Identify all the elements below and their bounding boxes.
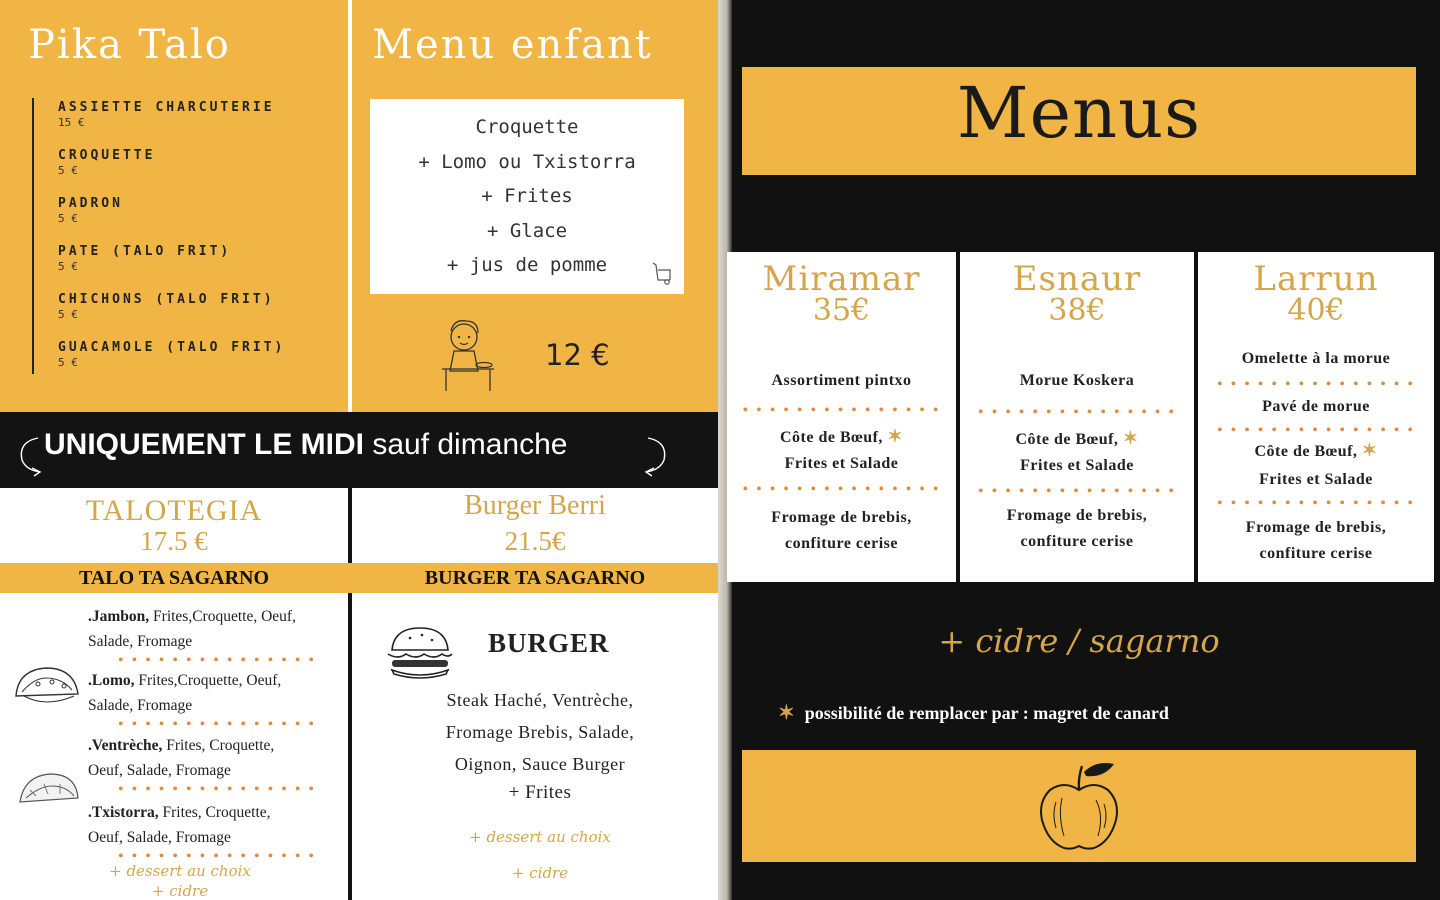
kids-item: + Frites [481, 185, 573, 207]
star-icon: ✶ [887, 426, 904, 446]
burger-cidre: + cidre [511, 864, 569, 882]
tapas-list [32, 98, 332, 374]
tapa-name: PATE (TALO FRIT) [58, 244, 232, 259]
card-price: 35€ [812, 293, 871, 328]
card-main-2: Frites et Salade [1259, 471, 1373, 488]
kids-price: 12 € [545, 338, 610, 372]
dots-divider: • • • • • • • • • • • • • • • [977, 404, 1177, 421]
arrow-curl-icon [8, 434, 44, 478]
taco-icon [16, 766, 82, 812]
dots-divider: • • • • • • • • • • • • • • • [742, 481, 941, 498]
tapa-price: 15 € [58, 116, 85, 129]
card-main-text: Côte de Bœuf, [1015, 431, 1119, 448]
tapa-price: 5 € [58, 164, 78, 177]
tapa-name: CROQUETTE [58, 148, 156, 163]
midi-text [44, 428, 567, 462]
kids-item: + Lomo ou Txistorra [418, 150, 636, 173]
talotegia-option [88, 668, 348, 732]
burger-desc-line: Oignon, Sauce Burger [454, 754, 626, 774]
burger-dessert: + dessert au choix [469, 828, 611, 846]
pika-talo-title: Pika Talo [28, 22, 231, 68]
option-name: .Jambon, [88, 608, 150, 625]
tapa-item [58, 98, 332, 146]
card-name: Esnaur [1012, 259, 1142, 299]
card-starter: Morue Koskera [1019, 372, 1135, 389]
card-main-text: Côte de Bœuf, [1254, 443, 1358, 460]
tapa-item [58, 242, 332, 290]
cidre-sagarno-text: + cidre / sagarno [938, 622, 1220, 660]
talotegia-option [88, 604, 348, 668]
card-dessert-2: confiture cerise [1259, 545, 1373, 562]
card-main-text: Côte de Bœuf, [779, 429, 883, 446]
dots-divider: • • • • • • • • • • • • • • • [977, 483, 1177, 500]
card-name: Miramar [762, 259, 921, 299]
option-detail-2: Oeuf, Salade, Fromage [88, 762, 231, 779]
dots-divider: • • • • • • • • • • • • • • • [118, 716, 317, 733]
card-main-1 [960, 428, 1194, 449]
option-detail: Frites, Croquette, [162, 737, 275, 754]
option-detail-2: Salade, Fromage [88, 697, 193, 714]
dots-divider: • • • • • • • • • • • • • • • [1216, 376, 1416, 393]
dots-divider: • • • • • • • • • • • • • • • [118, 848, 317, 865]
card-dessert-2: confiture cerise [785, 535, 898, 552]
dots-divider: • • • • • • • • • • • • • • • [1216, 495, 1416, 512]
kids-item: + jus de pomme [446, 254, 608, 276]
tapa-item [58, 338, 332, 386]
talotegia-price: 17.5 € [140, 526, 208, 556]
taco-icon [12, 656, 82, 712]
midi-rest: sauf dimanche [364, 428, 568, 461]
cart-icon [650, 260, 674, 286]
menu-enfant-title: Menu enfant [372, 22, 653, 68]
dots-divider: • • • • • • • • • • • • • • • [742, 402, 941, 419]
talotegia-cidre: + cidre [151, 882, 209, 900]
arrow-curl-icon [642, 434, 678, 478]
talo-ta-sagarno-label: TALO TA SAGARNO [78, 567, 270, 589]
menus-title: Menus [956, 72, 1202, 154]
talotegia-title: TALOTEGIA [85, 494, 263, 527]
option-detail: Frites,Croquette, Oeuf, [149, 608, 296, 625]
card-price: 40€ [1287, 293, 1345, 328]
card-starter-2: Pavé de morue [1262, 398, 1370, 415]
tapa-name: ASSIETTE CHARCUTERIE [58, 100, 275, 115]
option-name: .Txistorra, [88, 804, 159, 821]
dots-divider: • • • • • • • • • • • • • • • [118, 781, 317, 798]
card-dessert-2: confiture cerise [1020, 533, 1134, 550]
card-main-2: Frites et Salade [784, 455, 899, 472]
option-detail: Frites, Croquette, [158, 804, 271, 821]
tapa-price: 5 € [58, 308, 78, 321]
tapa-name: PADRON [58, 196, 123, 211]
menu-card-esnaur [960, 252, 1194, 582]
burger-icon [384, 622, 456, 682]
card-price: 38€ [1048, 293, 1106, 328]
burger-heading: BURGER [488, 628, 610, 658]
dots-divider: • • • • • • • • • • • • • • • [1216, 422, 1416, 439]
tapa-price: 5 € [58, 212, 78, 225]
talotegia-option [88, 800, 348, 864]
burger-berri-price: 21.5€ [504, 526, 566, 556]
card-dessert-1: Fromage de brebis, [1245, 519, 1387, 536]
burger-desc-line: Steak Haché, Ventrèche, [446, 690, 634, 710]
card-dessert-1: Fromage de brebis, [771, 509, 912, 526]
tapa-name: GUACAMOLE (TALO FRIT) [58, 340, 286, 355]
tapa-price: 5 € [58, 260, 78, 273]
midi-bold: UNIQUEMENT LE MIDI [44, 428, 364, 461]
tapa-item [58, 290, 332, 338]
menu-card-larrun [1198, 252, 1434, 582]
dots-divider: • • • • • • • • • • • • • • • [118, 652, 317, 669]
option-detail-2: Salade, Fromage [88, 633, 193, 650]
kids-item: Croquette [475, 116, 579, 138]
burger-desc-line: Fromage Brebis, Salade, [445, 722, 635, 742]
card-main-1 [1198, 440, 1434, 461]
star-icon: ✶ [1361, 440, 1378, 460]
star-icon: ✶ [778, 702, 795, 724]
card-starter: Assortiment pintxo [771, 372, 912, 389]
menu-card-miramar [727, 252, 956, 582]
burger-frites: + Frites [508, 782, 572, 803]
card-main-2: Frites et Salade [1020, 457, 1134, 474]
option-name: .Lomo, [88, 672, 135, 689]
tapa-item [58, 146, 332, 194]
burger-ta-sagarno-label: BURGER TA SAGARNO [424, 567, 646, 589]
burger-description [352, 684, 728, 780]
kids-menu-box [370, 99, 684, 294]
star-icon: ✶ [1122, 428, 1139, 448]
card-main-1 [727, 426, 956, 447]
option-detail: Frites,Croquette, Oeuf, [134, 672, 282, 689]
tapa-price: 5 € [58, 356, 78, 369]
kids-item: + Glace [486, 219, 568, 242]
talotegia-option [88, 733, 348, 797]
card-dessert-1: Fromage de brebis, [1006, 507, 1148, 524]
kid-eating-icon [440, 313, 496, 393]
option-detail-2: Oeuf, Salade, Fromage [88, 829, 231, 846]
card-name: Larrun [1253, 259, 1379, 299]
talotegia-dessert: + dessert au choix [109, 862, 251, 880]
replacement-note [778, 700, 1169, 725]
apple-icon [1034, 758, 1124, 854]
card-starter: Omelette à la morue [1241, 350, 1391, 367]
tapa-name: CHICHONS (TALO FRIT) [58, 292, 275, 307]
burger-berri-title: Burger Berri [464, 490, 606, 521]
option-name: .Ventrèche, [88, 737, 163, 754]
note-text: possibilité de remplacer par : magret de canard [804, 703, 1169, 723]
tapa-item [58, 194, 332, 242]
